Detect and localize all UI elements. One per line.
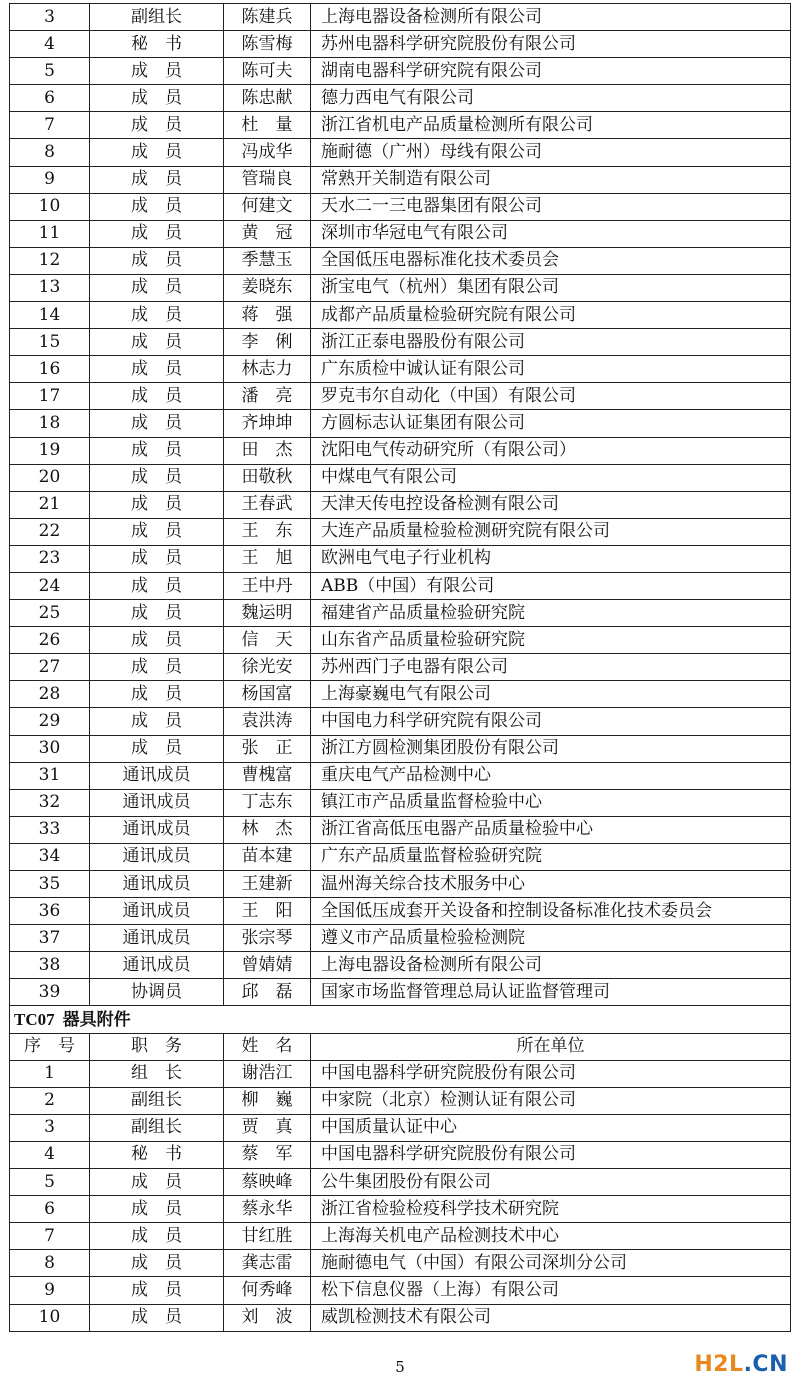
member-table xyxy=(9,3,791,1332)
row-organization: 松下信息仪器（上海）有限公司 xyxy=(311,1277,791,1304)
row-organization: 欧洲电气电子行业机构 xyxy=(311,545,791,572)
table-row xyxy=(10,572,791,599)
row-organization: 苏州西门子电器有限公司 xyxy=(311,654,791,681)
row-number: 26 xyxy=(10,627,90,654)
row-role: 成 员 xyxy=(90,1277,224,1304)
row-number: 38 xyxy=(10,952,90,979)
row-role: 副组长 xyxy=(90,1087,224,1114)
section-block xyxy=(10,1006,791,1060)
row-role: 成 员 xyxy=(90,1223,224,1250)
row-number: 3 xyxy=(10,1114,90,1141)
row-name: 王春武 xyxy=(224,491,311,518)
row-organization: 上海豪巍电气有限公司 xyxy=(311,681,791,708)
member-rows-top xyxy=(10,4,791,1006)
row-role: 通讯成员 xyxy=(90,871,224,898)
row-number: 35 xyxy=(10,871,90,898)
row-name: 林 杰 xyxy=(224,816,311,843)
table-row xyxy=(10,193,791,220)
row-number: 14 xyxy=(10,302,90,329)
row-organization: 全国低压成套开关设备和控制设备标准化技术委员会 xyxy=(311,898,791,925)
table-row xyxy=(10,247,791,274)
row-name: 魏运明 xyxy=(224,600,311,627)
table-row xyxy=(10,410,791,437)
row-role: 成 员 xyxy=(90,247,224,274)
row-name: 丁志东 xyxy=(224,789,311,816)
row-name: 齐坤坤 xyxy=(224,410,311,437)
table-row xyxy=(10,220,791,247)
row-organization: 广东质检中诚认证有限公司 xyxy=(311,356,791,383)
row-name: 蔡永华 xyxy=(224,1196,311,1223)
table-row xyxy=(10,139,791,166)
row-number: 31 xyxy=(10,762,90,789)
row-number: 8 xyxy=(10,1250,90,1277)
row-organization: 上海海关机电产品检测技术中心 xyxy=(311,1223,791,1250)
row-number: 32 xyxy=(10,789,90,816)
row-organization: 威凯检测技术有限公司 xyxy=(311,1304,791,1331)
row-organization: 沈阳电气传动研究所（有限公司） xyxy=(311,437,791,464)
row-organization: 天津天传电控设备检测有限公司 xyxy=(311,491,791,518)
row-organization: 施耐德电气（中国）有限公司深圳分公司 xyxy=(311,1250,791,1277)
row-role: 成 员 xyxy=(90,654,224,681)
row-role: 成 员 xyxy=(90,193,224,220)
row-role: 成 员 xyxy=(90,383,224,410)
row-number: 36 xyxy=(10,898,90,925)
table-row xyxy=(10,545,791,572)
header-number: 序 号 xyxy=(10,1033,90,1060)
row-name: 王 阳 xyxy=(224,898,311,925)
table-row xyxy=(10,1223,791,1250)
row-name: 邱 磊 xyxy=(224,979,311,1006)
row-name: 甘红胜 xyxy=(224,1223,311,1250)
site-watermark xyxy=(694,1352,788,1377)
row-name: 信 天 xyxy=(224,627,311,654)
row-name: 曹槐富 xyxy=(224,762,311,789)
row-organization: 浙江正泰电器股份有限公司 xyxy=(311,329,791,356)
row-organization: 公牛集团股份有限公司 xyxy=(311,1169,791,1196)
table-row xyxy=(10,654,791,681)
row-role: 成 员 xyxy=(90,735,224,762)
row-organization: 浙江方圆检测集团股份有限公司 xyxy=(311,735,791,762)
row-number: 10 xyxy=(10,193,90,220)
table-row xyxy=(10,31,791,58)
row-organization: 中国电器科学研究院股份有限公司 xyxy=(311,1060,791,1087)
row-name: 杨国富 xyxy=(224,681,311,708)
row-name: 陈雪梅 xyxy=(224,31,311,58)
row-number: 10 xyxy=(10,1304,90,1331)
row-name: 徐光安 xyxy=(224,654,311,681)
row-organization: 浙江省机电产品质量检测所有限公司 xyxy=(311,112,791,139)
table-row xyxy=(10,166,791,193)
row-organization: 成都产品质量检验研究院有限公司 xyxy=(311,302,791,329)
row-role: 成 员 xyxy=(90,220,224,247)
row-number: 5 xyxy=(10,58,90,85)
watermark-part-a: H2L xyxy=(694,1352,744,1377)
row-name: 姜晓东 xyxy=(224,274,311,301)
row-number: 29 xyxy=(10,708,90,735)
row-role: 通讯成员 xyxy=(90,789,224,816)
table-row xyxy=(10,627,791,654)
section-title: 器具附件 xyxy=(62,1009,131,1030)
table-row xyxy=(10,274,791,301)
row-number: 15 xyxy=(10,329,90,356)
row-name: 冯成华 xyxy=(224,139,311,166)
row-role: 成 员 xyxy=(90,545,224,572)
row-number: 24 xyxy=(10,572,90,599)
row-name: 谢浩江 xyxy=(224,1060,311,1087)
row-number: 20 xyxy=(10,464,90,491)
table-row xyxy=(10,1277,791,1304)
row-number: 30 xyxy=(10,735,90,762)
row-role: 成 员 xyxy=(90,302,224,329)
row-role: 秘 书 xyxy=(90,31,224,58)
table-row xyxy=(10,762,791,789)
row-number: 22 xyxy=(10,518,90,545)
table-row xyxy=(10,600,791,627)
row-organization: 重庆电气产品检测中心 xyxy=(311,762,791,789)
row-name: 杜 量 xyxy=(224,112,311,139)
row-name: 王 东 xyxy=(224,518,311,545)
section-code: TC07 xyxy=(14,1009,55,1029)
row-organization: 遵义市产品质量检验检测院 xyxy=(311,925,791,952)
row-organization: 中国质量认证中心 xyxy=(311,1114,791,1141)
row-number: 27 xyxy=(10,654,90,681)
row-name: 陈建兵 xyxy=(224,4,311,31)
row-number: 11 xyxy=(10,220,90,247)
row-role: 秘 书 xyxy=(90,1141,224,1168)
row-number: 6 xyxy=(10,85,90,112)
row-number: 16 xyxy=(10,356,90,383)
row-number: 4 xyxy=(10,31,90,58)
row-role: 成 员 xyxy=(90,437,224,464)
row-role: 组 长 xyxy=(90,1060,224,1087)
row-organization: 浙江省检验检疫科学技术研究院 xyxy=(311,1196,791,1223)
row-organization: 上海电器设备检测所有限公司 xyxy=(311,4,791,31)
table-row xyxy=(10,789,791,816)
row-organization: 罗克韦尔自动化（中国）有限公司 xyxy=(311,383,791,410)
member-rows-bottom xyxy=(10,1060,791,1331)
row-role: 副组长 xyxy=(90,1114,224,1141)
row-organization: 苏州电器科学研究院股份有限公司 xyxy=(311,31,791,58)
row-role: 通讯成员 xyxy=(90,952,224,979)
row-organization: 广东产品质量监督检验研究院 xyxy=(311,843,791,870)
table-row xyxy=(10,1114,791,1141)
row-number: 9 xyxy=(10,166,90,193)
row-name: 张宗琴 xyxy=(224,925,311,952)
table-row xyxy=(10,979,791,1006)
row-number: 37 xyxy=(10,925,90,952)
row-name: 何建文 xyxy=(224,193,311,220)
row-name: 黄 冠 xyxy=(224,220,311,247)
row-number: 34 xyxy=(10,843,90,870)
watermark-part-b: .CN xyxy=(743,1352,788,1377)
row-role: 通讯成员 xyxy=(90,843,224,870)
table-row xyxy=(10,302,791,329)
row-role: 成 员 xyxy=(90,1169,224,1196)
header-name: 姓 名 xyxy=(224,1033,311,1060)
row-organization: 温州海关综合技术服务中心 xyxy=(311,871,791,898)
row-organization: 国家市场监督管理总局认证监督管理司 xyxy=(311,979,791,1006)
table-row xyxy=(10,1141,791,1168)
row-role: 成 员 xyxy=(90,58,224,85)
row-name: 蒋 强 xyxy=(224,302,311,329)
table-row xyxy=(10,112,791,139)
table-row xyxy=(10,464,791,491)
row-name: 李 俐 xyxy=(224,329,311,356)
row-name: 蔡 军 xyxy=(224,1141,311,1168)
row-number: 33 xyxy=(10,816,90,843)
header-role: 职 务 xyxy=(90,1033,224,1060)
row-organization: 常熟开关制造有限公司 xyxy=(311,166,791,193)
row-name: 蔡映峰 xyxy=(224,1169,311,1196)
row-role: 成 员 xyxy=(90,708,224,735)
row-role: 成 员 xyxy=(90,329,224,356)
row-role: 成 员 xyxy=(90,464,224,491)
row-name: 刘 波 xyxy=(224,1304,311,1331)
row-role: 通讯成员 xyxy=(90,925,224,952)
row-number: 6 xyxy=(10,1196,90,1223)
table-row xyxy=(10,735,791,762)
table-row xyxy=(10,85,791,112)
row-number: 9 xyxy=(10,1277,90,1304)
row-organization: 中煤电气有限公司 xyxy=(311,464,791,491)
section-row xyxy=(10,1006,791,1033)
row-role: 成 员 xyxy=(90,627,224,654)
row-number: 7 xyxy=(10,112,90,139)
row-organization: ABB（中国）有限公司 xyxy=(311,572,791,599)
row-organization: 上海电器设备检测所有限公司 xyxy=(311,952,791,979)
row-number: 28 xyxy=(10,681,90,708)
row-name: 贾 真 xyxy=(224,1114,311,1141)
row-role: 副组长 xyxy=(90,4,224,31)
row-name: 田 杰 xyxy=(224,437,311,464)
row-organization: 湖南电器科学研究院有限公司 xyxy=(311,58,791,85)
row-name: 何秀峰 xyxy=(224,1277,311,1304)
table-row xyxy=(10,952,791,979)
table-row xyxy=(10,816,791,843)
row-number: 12 xyxy=(10,247,90,274)
table-row xyxy=(10,356,791,383)
row-number: 5 xyxy=(10,1169,90,1196)
row-name: 季慧玉 xyxy=(224,247,311,274)
row-role: 成 员 xyxy=(90,166,224,193)
row-name: 王建新 xyxy=(224,871,311,898)
table-row xyxy=(10,898,791,925)
row-name: 苗本建 xyxy=(224,843,311,870)
row-name: 陈可夫 xyxy=(224,58,311,85)
table-row xyxy=(10,383,791,410)
row-number: 4 xyxy=(10,1141,90,1168)
row-number: 39 xyxy=(10,979,90,1006)
row-organization: 全国低压电器标准化技术委员会 xyxy=(311,247,791,274)
table-row xyxy=(10,518,791,545)
row-role: 通讯成员 xyxy=(90,762,224,789)
row-role: 成 员 xyxy=(90,85,224,112)
row-number: 17 xyxy=(10,383,90,410)
table-row xyxy=(10,437,791,464)
row-name: 潘 亮 xyxy=(224,383,311,410)
row-role: 成 员 xyxy=(90,600,224,627)
row-organization: 天水二一三电器集团有限公司 xyxy=(311,193,791,220)
table-row xyxy=(10,1087,791,1114)
row-name: 王中丹 xyxy=(224,572,311,599)
row-role: 协调员 xyxy=(90,979,224,1006)
table-row xyxy=(10,1060,791,1087)
table-row xyxy=(10,843,791,870)
table-row xyxy=(10,871,791,898)
row-number: 23 xyxy=(10,545,90,572)
row-number: 8 xyxy=(10,139,90,166)
row-role: 通讯成员 xyxy=(90,816,224,843)
row-role: 成 员 xyxy=(90,112,224,139)
table-row xyxy=(10,925,791,952)
table-row xyxy=(10,1169,791,1196)
table-row xyxy=(10,1304,791,1331)
row-organization: 山东省产品质量检验研究院 xyxy=(311,627,791,654)
row-organization: 中家院（北京）检测认证有限公司 xyxy=(311,1087,791,1114)
row-number: 25 xyxy=(10,600,90,627)
page-number: 5 xyxy=(395,1358,405,1376)
table-row xyxy=(10,1196,791,1223)
row-name: 田敬秋 xyxy=(224,464,311,491)
row-role: 成 员 xyxy=(90,356,224,383)
table-row xyxy=(10,1250,791,1277)
row-name: 张 正 xyxy=(224,735,311,762)
row-role: 成 员 xyxy=(90,518,224,545)
row-role: 成 员 xyxy=(90,1304,224,1331)
table-row xyxy=(10,58,791,85)
row-number: 1 xyxy=(10,1060,90,1087)
section-heading xyxy=(10,1006,791,1033)
row-organization: 福建省产品质量检验研究院 xyxy=(311,600,791,627)
row-role: 成 员 xyxy=(90,491,224,518)
row-number: 13 xyxy=(10,274,90,301)
row-organization: 施耐德（广州）母线有限公司 xyxy=(311,139,791,166)
row-number: 19 xyxy=(10,437,90,464)
row-role: 成 员 xyxy=(90,139,224,166)
row-name: 曾婧婧 xyxy=(224,952,311,979)
header-organization: 所在单位 xyxy=(311,1033,791,1060)
header-row xyxy=(10,1033,791,1060)
table-row xyxy=(10,4,791,31)
row-name: 袁洪涛 xyxy=(224,708,311,735)
table-row xyxy=(10,708,791,735)
row-name: 柳 巍 xyxy=(224,1087,311,1114)
row-organization: 浙江省高低压电器产品质量检验中心 xyxy=(311,816,791,843)
row-organization: 浙宝电气（杭州）集团有限公司 xyxy=(311,274,791,301)
row-organization: 大连产品质量检验检测研究院有限公司 xyxy=(311,518,791,545)
row-role: 成 员 xyxy=(90,274,224,301)
row-role: 成 员 xyxy=(90,572,224,599)
row-name: 管瑞良 xyxy=(224,166,311,193)
table-row xyxy=(10,681,791,708)
row-role: 成 员 xyxy=(90,1250,224,1277)
row-number: 18 xyxy=(10,410,90,437)
row-role: 成 员 xyxy=(90,681,224,708)
row-name: 林志力 xyxy=(224,356,311,383)
row-organization: 中国电器科学研究院股份有限公司 xyxy=(311,1141,791,1168)
table-row xyxy=(10,491,791,518)
row-role: 成 员 xyxy=(90,410,224,437)
row-number: 7 xyxy=(10,1223,90,1250)
row-organization: 深圳市华冠电气有限公司 xyxy=(311,220,791,247)
row-number: 3 xyxy=(10,4,90,31)
row-role: 成 员 xyxy=(90,1196,224,1223)
row-organization: 中国电力科学研究院有限公司 xyxy=(311,708,791,735)
row-name: 龚志雷 xyxy=(224,1250,311,1277)
row-name: 陈忠献 xyxy=(224,85,311,112)
row-number: 21 xyxy=(10,491,90,518)
row-organization: 镇江市产品质量监督检验中心 xyxy=(311,789,791,816)
row-number: 2 xyxy=(10,1087,90,1114)
row-organization: 方圆标志认证集团有限公司 xyxy=(311,410,791,437)
row-organization: 德力西电气有限公司 xyxy=(311,85,791,112)
row-name: 王 旭 xyxy=(224,545,311,572)
row-role: 通讯成员 xyxy=(90,898,224,925)
table-row xyxy=(10,329,791,356)
